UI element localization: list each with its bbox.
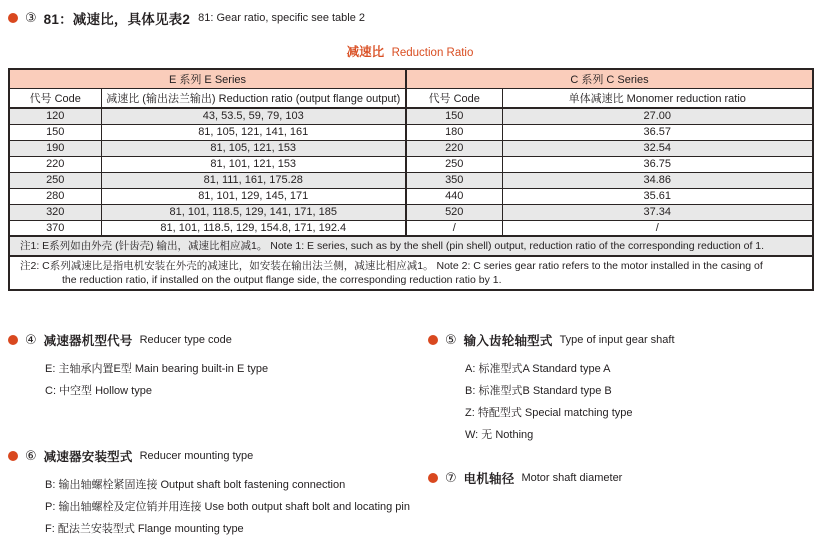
table-row: [9, 220, 813, 236]
table-row: [9, 156, 813, 172]
bullet-icon: [8, 335, 18, 345]
c-ratio-cell: 37.34: [502, 204, 813, 220]
section-6-heading: [8, 447, 410, 465]
e-code-cell: 150: [9, 124, 101, 140]
section-5-title-cn: 输入齿轮轴型式: [463, 334, 553, 348]
c-code-cell: /: [406, 220, 502, 236]
section-motor-shaft-diameter: [428, 469, 622, 487]
e-ratio-column-header: 减速比 (输出法兰输出) Reduction ratio (output flange output): [101, 89, 406, 109]
section-6-title-cn: 减速器安装型式: [43, 450, 133, 464]
table-title-cn: 减速比: [346, 45, 385, 59]
section-4-title-en: Reducer type code: [139, 334, 232, 346]
e-code-cell: 280: [9, 188, 101, 204]
e-ratio-cell: 43, 53.5, 59, 79, 103: [101, 108, 406, 124]
section-5-title-en: Type of input gear shaft: [559, 334, 675, 346]
list-item: P: 输出轴螺栓及定位销并用连接 Use both output shaft bolt and locating pin: [45, 501, 410, 513]
bullet-icon: [428, 335, 438, 345]
circled-number-5: ⑤: [445, 332, 457, 348]
e-ratio-cell: 81, 101, 121, 153: [101, 156, 406, 172]
c-code-cell: 250: [406, 156, 502, 172]
circled-number-4: ④: [25, 332, 37, 348]
c-ratio-cell: 32.54: [502, 140, 813, 156]
c-code-cell: 440: [406, 188, 502, 204]
list-item: W: 无 Nothing: [465, 429, 534, 441]
e-ratio-cell: 81, 101, 118.5, 129, 154.8, 171, 192.4: [101, 220, 406, 236]
c-ratio-cell: 36.57: [502, 124, 813, 140]
section-7-heading: [428, 469, 622, 487]
table-row: [9, 188, 813, 204]
reduction-ratio-table: [8, 68, 814, 291]
c-code-cell: 520: [406, 204, 502, 220]
section-4-heading: [8, 331, 268, 349]
section-5-items: [465, 358, 675, 446]
section-6-title-en: Reducer mounting type: [139, 450, 254, 462]
list-item: Z: 特配型式 Special matching type: [465, 407, 633, 419]
table-note-1-row: [9, 236, 813, 256]
c-code-cell: 150: [406, 108, 502, 124]
table-row: [9, 204, 813, 220]
section-reducer-mounting-type: [8, 447, 410, 540]
e-code-cell: 220: [9, 156, 101, 172]
circled-number-6: ⑥: [25, 448, 37, 464]
c-code-cell: 350: [406, 172, 502, 188]
c-ratio-cell: 27.00: [502, 108, 813, 124]
bullet-icon: [8, 13, 18, 23]
e-ratio-cell: 81, 105, 121, 153: [101, 140, 406, 156]
e-series-header: E 系列 E Series: [9, 69, 406, 89]
section-6-items: [45, 474, 410, 540]
table-note-2-line-2: the reduction ratio, if installed on the output flange side, the corresponding reduction ratio by 1.: [62, 274, 502, 286]
section-reducer-type-code: [8, 331, 268, 402]
c-code-column-header: 代号 Code: [406, 89, 502, 109]
list-item: F: 配法兰安装型式 Flange mounting type: [45, 523, 244, 535]
table-row: [9, 124, 813, 140]
c-ratio-cell: 36.75: [502, 156, 813, 172]
section-7-title-en: Motor shaft diameter: [521, 472, 623, 484]
table-note-2: [9, 256, 813, 290]
table-row: [9, 140, 813, 156]
c-code-cell: 180: [406, 124, 502, 140]
section-5-heading: [428, 331, 675, 349]
e-code-cell: 370: [9, 220, 101, 236]
item-3-title-en: 81: Gear ratio, specific see table 2: [198, 12, 366, 24]
list-item: B: 输出轴螺栓紧固连接 Output shaft bolt fastening connection: [45, 479, 346, 491]
table-note-2-row: [9, 256, 813, 290]
section-4-items: [45, 358, 268, 402]
list-item: A: 标准型式A Standard type A: [465, 363, 611, 375]
e-code-column-header: 代号 Code: [9, 89, 101, 109]
series-group-header-row: [9, 69, 813, 89]
c-series-header: C 系列 C Series: [406, 69, 813, 89]
table-title-en: Reduction Ratio: [391, 47, 474, 59]
list-item: C: 中空型 Hollow type: [45, 385, 152, 397]
section-4-title-cn: 减速器机型代号: [43, 334, 133, 348]
c-ratio-cell: /: [502, 220, 813, 236]
section-7-title-cn: 电机轴径: [463, 472, 515, 486]
bullet-icon: [428, 473, 438, 483]
table-row: [9, 108, 813, 124]
table-note-2-line-1: 注2: C系列减速比是指电机安装在外壳的减速比，如安装在输出法兰侧，减速比相应减1。 Note 2: C series gear ratio refers to the motor installed in the casing of: [20, 260, 763, 272]
e-ratio-cell: 81, 101, 129, 145, 171: [101, 188, 406, 204]
e-code-cell: 320: [9, 204, 101, 220]
c-ratio-cell: 34.86: [502, 172, 813, 188]
c-code-cell: 220: [406, 140, 502, 156]
list-item: B: 标准型式B Standard type B: [465, 385, 612, 397]
c-ratio-column-header: 单体减速比 Monomer reduction ratio: [502, 89, 813, 109]
bullet-icon: [8, 451, 18, 461]
circled-number-7: ⑦: [445, 470, 457, 486]
e-code-cell: 190: [9, 140, 101, 156]
column-header-row: [9, 89, 813, 109]
e-code-cell: 120: [9, 108, 101, 124]
e-ratio-cell: 81, 101, 118.5, 129, 141, 171, 185: [101, 204, 406, 220]
table-note-1: 注1: E系列如由外壳 (针齿壳) 输出，减速比相应减1。 Note 1: E series, such as by the shell (pin shell) output, reduction ratio of the corresponding reduction of 1.: [9, 236, 813, 256]
item-3-heading: [8, 8, 365, 28]
table-title: [8, 42, 812, 61]
table-row: [9, 172, 813, 188]
c-ratio-cell: 35.61: [502, 188, 813, 204]
e-ratio-cell: 81, 111, 161, 175.28: [101, 172, 406, 188]
section-input-gear-shaft: [428, 331, 675, 446]
e-ratio-cell: 81, 105, 121, 141, 161: [101, 124, 406, 140]
item-3-title-cn: 81：减速比，具体见表2: [43, 12, 191, 27]
e-code-cell: 250: [9, 172, 101, 188]
list-item: E: 主轴承内置E型 Main bearing built-in E type: [45, 363, 269, 375]
circled-number-3: ③: [25, 10, 37, 26]
